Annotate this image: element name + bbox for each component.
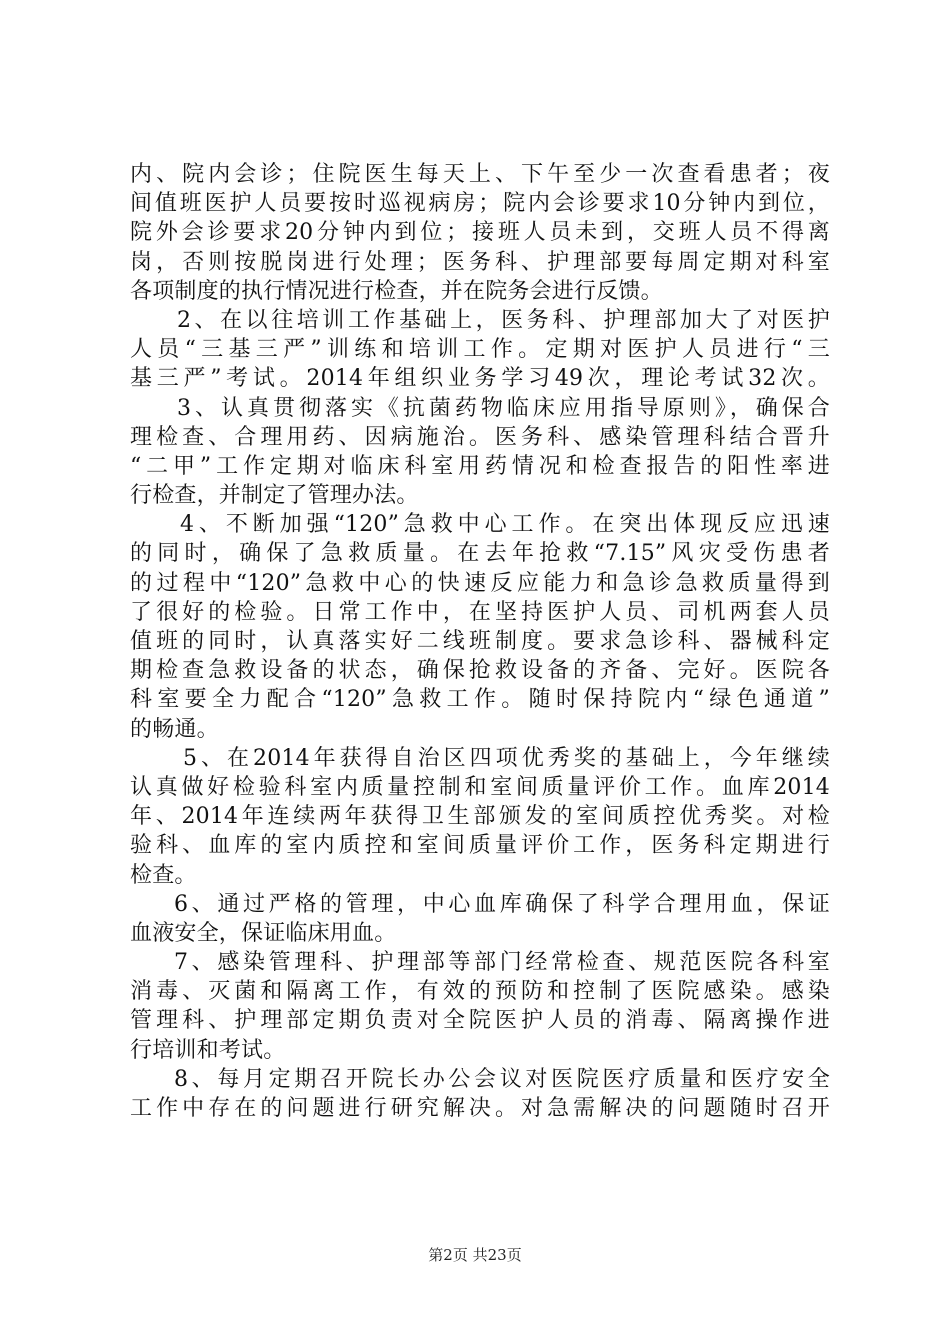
text-line: 了很好的检验。日常工作中，在坚持医护人员、司机两套人员	[130, 599, 830, 625]
text-line: 年、2014年连续两年获得卫生部颁发的室间质控优秀奖。对检	[130, 804, 830, 830]
text-line: 理检查、合理用药、因病施治。医务科、感染管理科结合晋升	[130, 424, 830, 450]
text-line: 间值班医护人员要按时巡视病房；院内会诊要求10分钟内到位，	[130, 191, 830, 217]
text-line: 人员“三基三严”训练和培训工作。定期对医护人员进行“三	[130, 337, 830, 363]
document-body	[130, 160, 830, 1123]
text-line: 岗，否则按脱岗进行处理；医务科、护理部要每周定期对科室	[130, 249, 830, 275]
text-line: 的同时，确保了急救质量。在去年抢救“7.15”风灾受伤患者	[130, 541, 830, 567]
paragraph-5-line: 5、在2014年获得自治区四项优秀奖的基础上，今年继续	[183, 745, 830, 771]
text-line: 认真做好检验科室内质量控制和室间质量评价工作。血库2014	[130, 774, 830, 800]
text-line: “二甲”工作定期对临床科室用药情况和检查报告的阳性率进	[130, 453, 830, 479]
paragraph-4-line: 4、不断加强“120”急救中心工作。在突出体现反应迅速	[180, 512, 830, 538]
page-footer: 第2页 共23页	[428, 1246, 522, 1264]
text-line: 的过程中“120”急救中心的快速反应能力和急诊急救质量得到	[130, 570, 830, 596]
paragraph-2-line: 2、在以往培训工作基础上，医务科、护理部加大了对医护	[177, 307, 830, 333]
text-line: 期检查急救设备的状态，确保抢救设备的齐备、完好。医院各	[130, 658, 830, 684]
text-line: 行检查，并制定了管理办法。	[130, 483, 419, 509]
text-line: 行培训和考试。	[130, 1037, 286, 1063]
text-line: 检查。	[130, 862, 197, 888]
text-line: 消毒、灭菌和隔离工作，有效的预防和控制了医院感染。感染	[130, 979, 830, 1005]
text-line: 血液安全，保证临床用血。	[130, 920, 397, 946]
text-line: 各项制度的执行情况进行检查，并在院务会进行反馈。	[130, 278, 663, 304]
text-line: 值班的同时，认真落实好二线班制度。要求急诊科、器械科定	[130, 629, 830, 654]
text-line: 验科、血库的室内质控和室间质量评价工作，医务科定期进行	[130, 833, 830, 859]
paragraph-7-line: 7、感染管理科、护理部等部门经常检查、规范医院各科室	[174, 950, 830, 976]
text-line: 基三严”考试。2014年组织业务学习49次，理论考试32次。	[130, 366, 830, 392]
text-line: 的畅通。	[130, 716, 219, 742]
paragraph-6-line: 6、通过严格的管理，中心血库确保了科学合理用血，保证	[174, 891, 830, 917]
text-line: 内、院内会诊；住院医生每天上、下午至少一次查看患者；夜	[130, 162, 830, 187]
text-line: 工作中存在的问题进行研究解决。对急需解决的问题随时召开	[130, 1096, 830, 1121]
text-line: 管理科、护理部定期负责对全院医护人员的消毒、隔离操作进	[130, 1008, 830, 1034]
paragraph-3-line: 3、认真贯彻落实《抗菌药物临床应用指导原则》，确保合	[177, 395, 830, 421]
paragraph-8-line: 8、每月定期召开院长办公会议对医院医疗质量和医疗安全	[174, 1066, 830, 1092]
text-line: 院外会诊要求20分钟内到位；接班人员未到，交班人员不得离	[130, 220, 830, 246]
text-line: 科室要全力配合“120”急救工作。随时保持院内“绿色通道”	[130, 687, 830, 713]
